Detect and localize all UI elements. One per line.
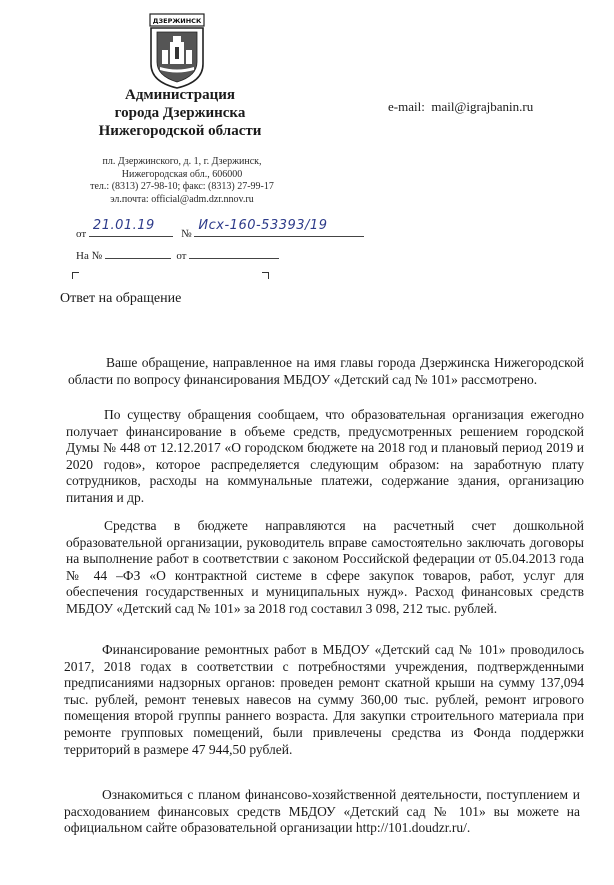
date-field xyxy=(89,218,173,237)
registration-line xyxy=(76,218,364,240)
number-value: Исх-160-53393/19 xyxy=(198,218,328,233)
emblem-title: ДЗЕРЖИНСК xyxy=(152,17,202,25)
org-line-3: Нижегородской области xyxy=(98,123,262,139)
recipient-email xyxy=(388,99,533,115)
corner-mark-left xyxy=(72,272,79,279)
body-paragraph-2: По существу обращения сообщаем, что образовательная организация ежегодно получает финансирование в объеме средств, предусмотренных решением городской Думы № 448 от 12.12.2017 «О городском бюджете на 2018 год и плановый период 2019 и 2020 годов», которое распределяется следующим образом: на заработную плату сотрудников, расходы на коммунальные платежи, содержание здания, организацию питания и др. xyxy=(66,407,584,505)
corner-mark-right xyxy=(262,272,269,279)
number-label: № xyxy=(181,228,192,240)
body-paragraph-4: Финансирование ремонтных работ в МБДОУ «Детский сад № 101» проводилось 2017, 2018 годах в соответствии с потребностями учреждения, подтвержденными предписаниями надзорных органов: проведен ремонт скатной крыши на сумму 137,094 тыс. рублей, ремонт теневых навесов на сумму 360,00 тыс. рублей, ремонт игрового помещения второй группы раннего возраста. Для закупки строительного материала при ремонте групповых помещений, были привлечены средства из Фонда поддержки территорий в размере 47 944,50 рублей. xyxy=(64,642,584,757)
reference-date-field xyxy=(189,247,279,259)
number-field xyxy=(194,218,364,237)
reference-date-label: от xyxy=(176,250,187,262)
org-line-2: города Дзержинска xyxy=(114,105,246,121)
address-block xyxy=(72,156,292,206)
address-line-2: Нижегородская обл., 606000 xyxy=(121,168,243,180)
body-paragraph-3: Средства в бюджете направляются на расчетный счет дошкольной образовательной организации, руководитель вправе самостоятельно заключать договоры на выполнение работ в соответствии с законом Российской федерации от 05.04.2013 года № 44 –ФЗ «О контрактной системе в сфере закупок товаров, работ, услуг для обеспечения государственных и муниципальных нужд». Расход финансовых средств МБДОУ «Детский сад № 101» за 2018 год составил 3 098, 212 тыс. рублей. xyxy=(66,518,584,616)
letter-subject: Ответ на обращение xyxy=(60,291,182,306)
email-label: e-mail: xyxy=(388,99,425,114)
address-line-4: эл.почта: official@adm.dzr.nnov.ru xyxy=(110,193,254,205)
email-value: mail@igrajbanin.ru xyxy=(431,99,534,114)
body-paragraph-5: Ознакомиться с планом финансово-хозяйственной деятельности, поступлением и расходованием финансовых средств МБДОУ «Детский сад № 101» вы можете на официальном сайте образовательной организации http://101.doudzr.ru/. xyxy=(64,787,580,836)
city-emblem xyxy=(148,12,206,90)
date-label: от xyxy=(76,228,87,240)
reference-label: На № xyxy=(76,250,103,262)
address-line-1: пл. Дзержинского, д. 1, г. Дзержинск, xyxy=(102,156,262,167)
date-value: 21.01.19 xyxy=(92,218,155,233)
reference-line xyxy=(76,247,279,262)
organization-name xyxy=(60,86,300,140)
org-line-1: Администрация xyxy=(124,87,236,103)
address-line-3: тел.: (8313) 27-98-10; факс: (8313) 27-99-17 xyxy=(90,181,274,192)
reference-number-field xyxy=(105,247,171,259)
body-paragraph-1: Ваше обращение, направленное на имя главы города Дзержинска Нижегородской области по вопросу финансирования МБДОУ «Детский сад № 101» рассмотрено. xyxy=(68,355,584,387)
